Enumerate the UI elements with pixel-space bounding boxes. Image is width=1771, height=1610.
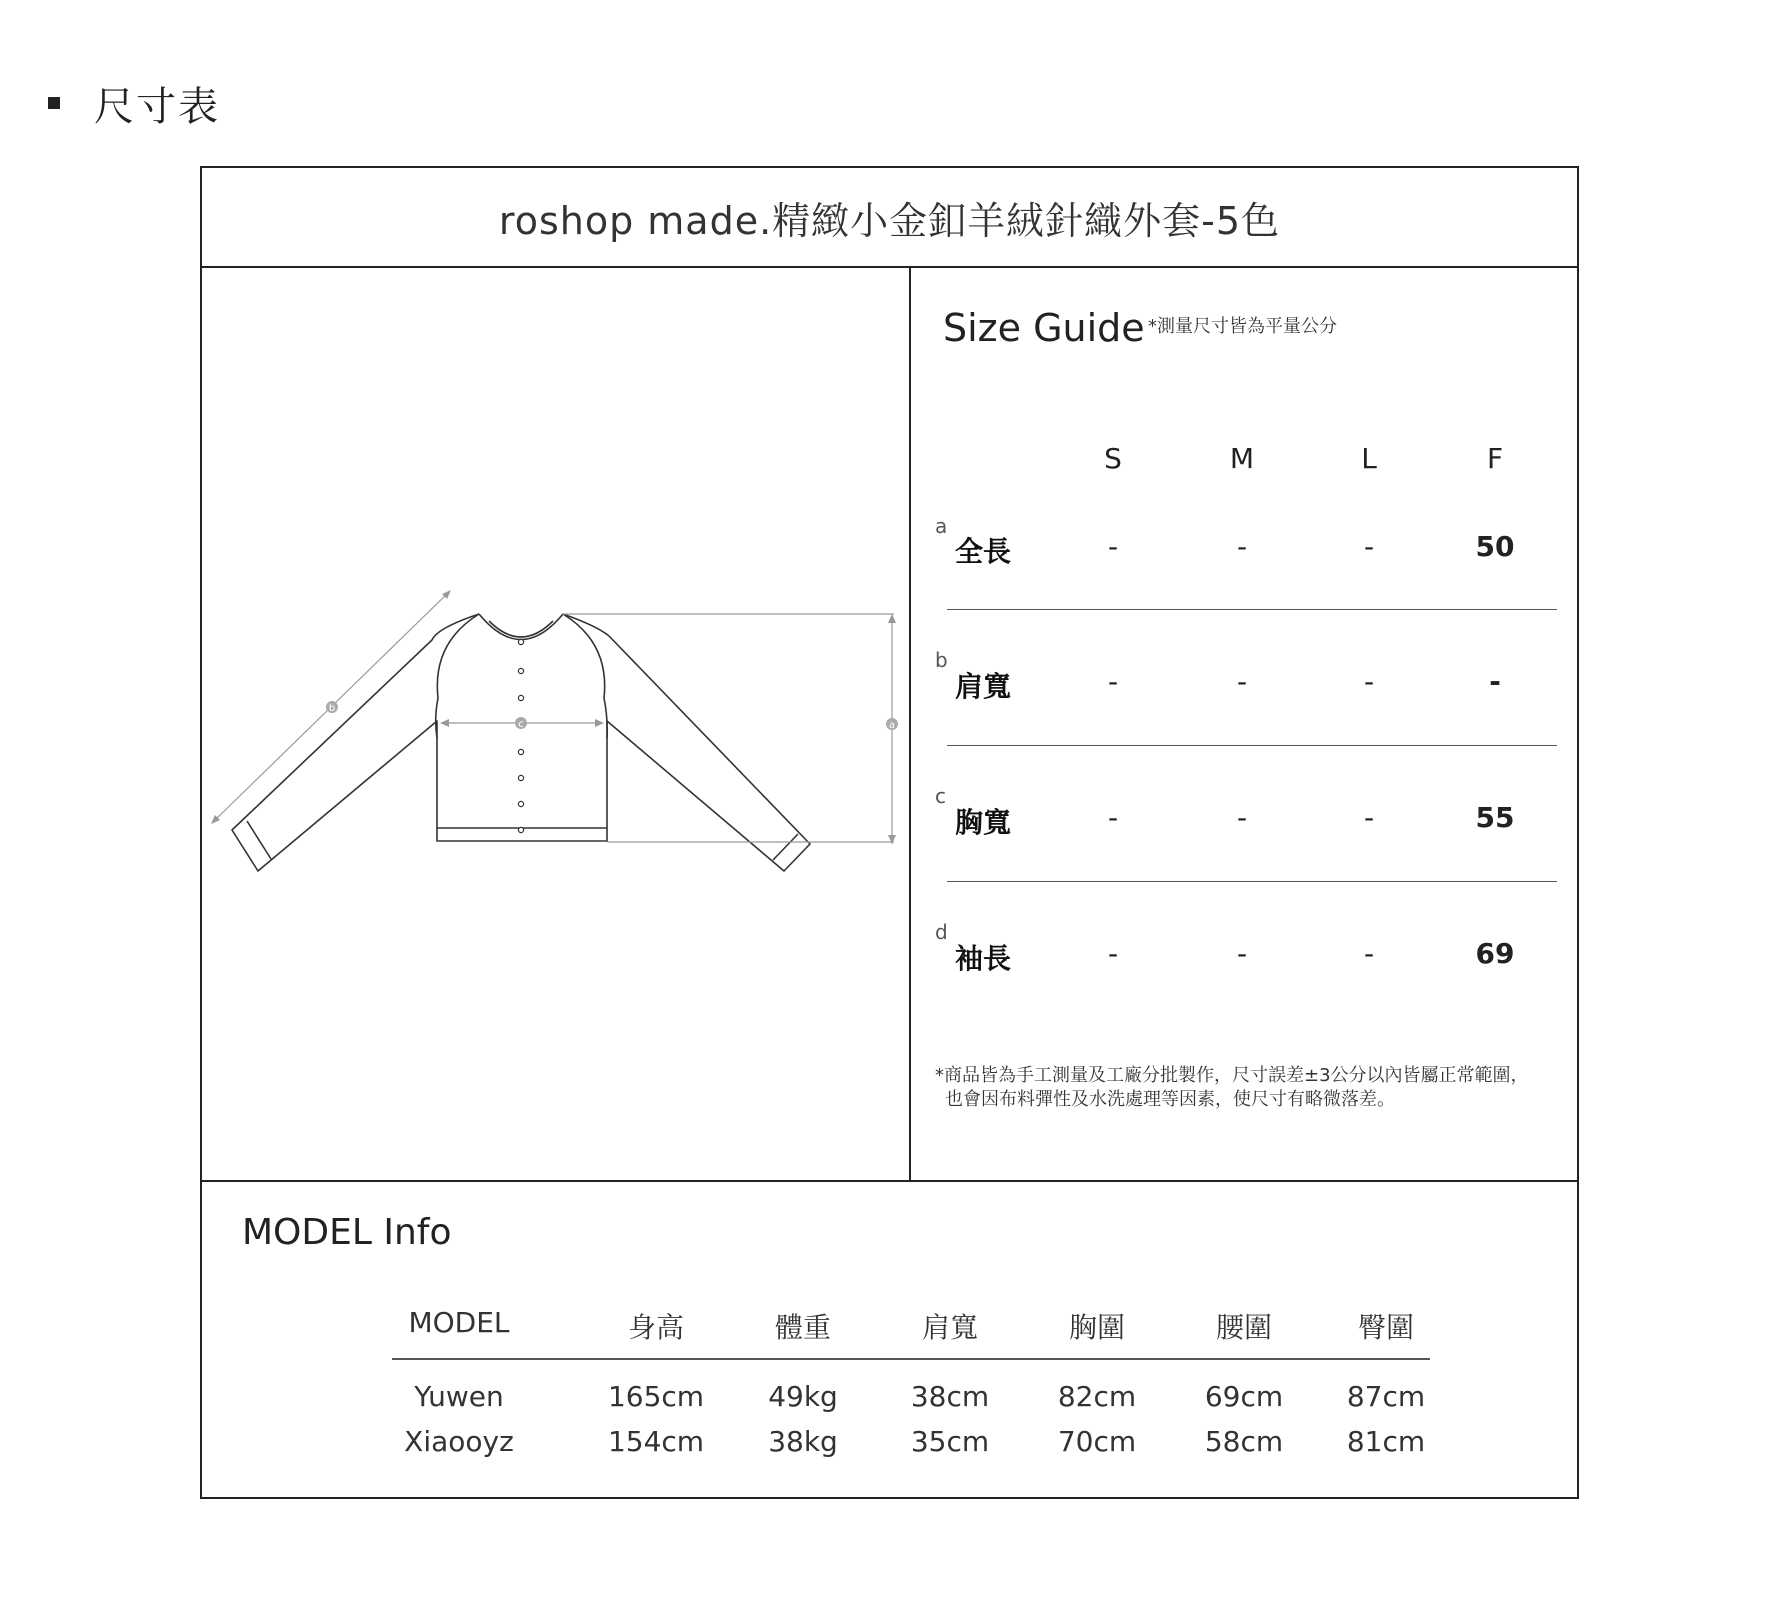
heading-text: 尺寸表 xyxy=(94,83,220,130)
size-header-m: M xyxy=(1229,442,1255,475)
size-header-l: L xyxy=(1361,442,1377,475)
size-header-s: S xyxy=(1104,442,1122,475)
left-cuff-line xyxy=(247,821,271,859)
row-label: 胸寬 xyxy=(955,806,1012,839)
size-header-f: F xyxy=(1486,442,1504,475)
right-cuff-line xyxy=(773,834,798,860)
size-cell: - xyxy=(1107,801,1119,834)
size-guide-panel xyxy=(911,268,1579,1180)
model-cell: 35cm xyxy=(910,1425,990,1458)
model-table-divider xyxy=(392,1358,1430,1360)
size-cell: - xyxy=(1107,665,1119,698)
model-cell: 49kg xyxy=(768,1380,838,1413)
button-icon xyxy=(518,801,523,806)
size-cell: - xyxy=(1363,801,1375,834)
left-raglan-seam xyxy=(436,614,479,738)
size-cell: - xyxy=(1236,665,1248,698)
model-cell: 87cm xyxy=(1346,1380,1426,1413)
marker-b-label: b xyxy=(328,703,336,714)
garment-diagram xyxy=(202,268,911,1180)
model-header: MODEL xyxy=(408,1306,510,1339)
model-cell: 154cm xyxy=(607,1425,705,1458)
model-info-section xyxy=(202,1180,1577,1499)
marker-c-label: c xyxy=(518,719,524,730)
model-cell: Xiaooyz xyxy=(404,1425,514,1458)
row-letter: c xyxy=(935,784,946,808)
neckline-outline xyxy=(479,614,563,640)
button-icon xyxy=(518,639,523,644)
button-icon xyxy=(518,695,523,700)
size-guide-note: *測量尺寸皆為平量公分 xyxy=(1148,316,1337,337)
size-cell: - xyxy=(1236,801,1248,834)
arrow-head-icon xyxy=(440,719,449,727)
product-title: roshop made.精緻小金釦羊絨針織外套-5色 xyxy=(202,168,1577,268)
size-chart-frame xyxy=(200,166,1579,1499)
row-separator xyxy=(947,609,1557,610)
size-cell: - xyxy=(1489,665,1501,698)
size-cell: 55 xyxy=(1475,801,1515,834)
size-guide-title: Size Guide xyxy=(943,306,1145,350)
model-header: 臀圍 xyxy=(1357,1311,1414,1344)
button-icon xyxy=(518,668,523,673)
marker-a-label: a xyxy=(888,720,896,731)
size-cell: - xyxy=(1107,937,1119,970)
model-cell: 38cm xyxy=(910,1380,990,1413)
model-header: 體重 xyxy=(774,1311,831,1344)
row-separator xyxy=(947,745,1557,746)
right-raglan-seam xyxy=(563,614,607,738)
row-label: 袖長 xyxy=(955,942,1012,975)
model-cell: 82cm xyxy=(1057,1380,1137,1413)
row-letter: a xyxy=(935,514,948,538)
model-header: 腰圍 xyxy=(1215,1311,1272,1344)
size-cell: - xyxy=(1236,530,1248,563)
size-cell: - xyxy=(1363,665,1375,698)
footnote-line-2: 也會因布料彈性及水洗處理等因素，使尺寸有略微落差。 xyxy=(945,1089,1395,1110)
model-cell: 38kg xyxy=(768,1425,838,1458)
garment-diagram-panel xyxy=(202,268,911,1180)
row-separator xyxy=(947,881,1557,882)
arrow-head-icon xyxy=(888,835,896,844)
model-cell: 70cm xyxy=(1057,1425,1137,1458)
row-letter: d xyxy=(935,920,948,944)
size-cell: 50 xyxy=(1475,530,1515,563)
model-header: 肩寬 xyxy=(921,1311,978,1344)
model-header: 胸圍 xyxy=(1068,1311,1125,1344)
model-cell: 69cm xyxy=(1204,1380,1284,1413)
model-cell: 81cm xyxy=(1346,1425,1426,1458)
button-icon xyxy=(518,749,523,754)
button-icon xyxy=(518,775,523,780)
arrow-head-icon xyxy=(595,719,604,727)
row-letter: b xyxy=(935,648,948,672)
measurement-footnote xyxy=(935,1064,1575,1112)
size-cell: - xyxy=(1363,530,1375,563)
model-cell: Yuwen xyxy=(414,1380,504,1413)
size-cell: - xyxy=(1236,937,1248,970)
section-heading xyxy=(48,78,220,128)
row-label: 肩寬 xyxy=(955,670,1012,703)
size-cell: 69 xyxy=(1475,937,1515,970)
inner-neckline xyxy=(489,621,553,637)
arrow-head-icon xyxy=(888,614,896,623)
model-info-title: MODEL Info xyxy=(242,1212,452,1253)
model-cell: 165cm xyxy=(607,1380,705,1413)
button-icon xyxy=(518,827,523,832)
row-label: 全長 xyxy=(955,535,1012,568)
footnote-line-1: *商品皆為手工測量及工廠分批製作，尺寸誤差±3公分以內皆屬正常範圍， xyxy=(935,1065,1529,1086)
bullet-icon xyxy=(48,97,60,109)
size-cell: - xyxy=(1363,937,1375,970)
size-cell: - xyxy=(1107,530,1119,563)
model-cell: 58cm xyxy=(1204,1425,1284,1458)
model-header: 身高 xyxy=(627,1311,684,1344)
